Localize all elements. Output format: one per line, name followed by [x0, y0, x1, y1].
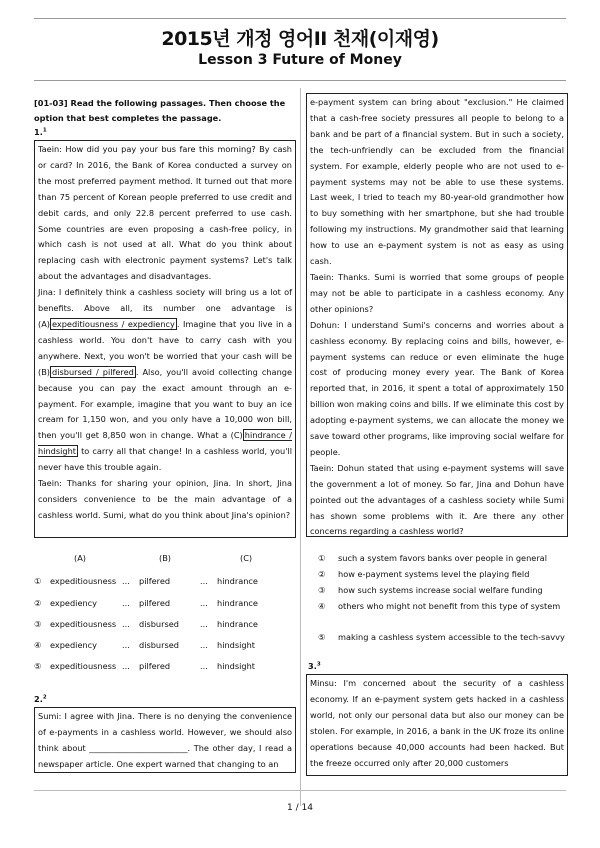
word-choice-b: disbursed / pilfered [52, 366, 134, 377]
instructions: [01-03] Read the following passages. Then choose the option that best completes the passage. [34, 98, 286, 123]
footnote-1: 1 [42, 127, 47, 134]
lesson-subtitle: Lesson 3 Future of Money [198, 52, 402, 68]
col-header-c: (C) [240, 553, 253, 563]
option-4[interactable]: ④ expediency ... disbursed ... hindsight [34, 640, 255, 650]
passage-taein-intro: Taein: How did you pay your bus fare this morning? By cash or card? In 2016, the Bank of Korea conducted a survey on the most preferred payment method. It turned out that more than 75 percent of Korean people preferred to use credit and debit cards, and only 22.8 percent preferred to use cash. Some countries are even proposing a cash-free policy, in which cash is not used at all. What do you think about replacing cash with electronic payment systems? Let's talk about the advantages and disadvantages. [38, 144, 292, 282]
page-number: 1 / 14 [287, 803, 313, 813]
option-1[interactable]: ① expeditiousness ... pilfered ... hindrance [34, 576, 258, 586]
choice-4[interactable]: ④ others who might not benefit from this type of system [318, 601, 561, 611]
choice-3[interactable]: ③ how such systems increase social welfare funding [318, 585, 543, 595]
option-3[interactable]: ③ expeditiousness ... disbursed ... hindrance [34, 619, 258, 629]
passage-taein-reply: Taein: Thanks for sharing your opinion, Jina. In short, Jina considers convenience to be the main advantage of a cashless world. Sumi, what do you think about Jina's opinion? [38, 478, 292, 520]
word-choice-a: expeditiousness / expediency [52, 318, 175, 329]
passage-jina-2: . Imagine that you live in a cashless world. You don't have to carry cash with you anywhere. Next, you won't be worried that your cash will be (B) [38, 318, 292, 377]
passage-taein-3: Taein: Dohun stated that using e-payment systems will save the government a lot of money. So far, Jina and Dohun have pointed out the advantages of a cashless society while Sumi has shown some problems with it. Are there any other concerns regarding a cashless world? [310, 462, 564, 537]
col-header-b: (B) [159, 553, 172, 563]
option-2[interactable]: ② expediency ... pilfered ... hindrance [34, 598, 258, 608]
column-divider [300, 88, 301, 806]
question-2-number: 2.$^2$ [34, 694, 47, 704]
question-3-number: 3.$^3$ [308, 661, 321, 671]
passage-jina-4: to carry all that change! In a cashless world, you'll never have this trouble again. [38, 446, 292, 473]
question-1-passage [34, 140, 296, 538]
choice-1[interactable]: ① such a system favors banks over people in general [318, 553, 547, 563]
footer-rule [34, 790, 566, 791]
top-rule [34, 18, 566, 19]
footnote-2: 2 [42, 694, 47, 701]
question-2-passage-continued [306, 93, 568, 537]
passage-jina-3: . Also, you'll avoid collecting change because you can pay the exact amount through an e-payment. For example, imagine that you want to buy an ice cream for 1,150 won, and you only have a 10,000 won bill, then you'll get 8,850 won in change. What a (C) [38, 366, 292, 441]
choice-5[interactable]: ⑤ making a cashless system accessible to the tech-savvy [318, 632, 565, 642]
question-3-passage: Minsu: I'm concerned about the security of a cashless economy. If an e-payment system gets hacked in a cashless world, not only our personal data but also our money can be stolen. For example, in 2016, a bank in the UK froze its online operations because 40,000 accounts had been hacked. But the freeze occurred only after 20,000 customers [306, 674, 568, 776]
question-1-number: 1.$^1$ [34, 127, 47, 137]
col-header-a: (A) [74, 553, 86, 563]
word-choice-c: hindrance / hindsight [38, 430, 292, 457]
footnote-3: 3 [316, 661, 321, 668]
choice-2[interactable]: ② how e-payment systems level the playing field [318, 569, 530, 579]
passage-dohun: Dohun: I understand Sumi's concerns and worries about a cashless economy. By replacing coins and bills, however, e-payment systems can reduce or even eliminate the huge cost of producing money every year. The Bank of Korea reported that, in 2016, it spent a total of approximately 150 billion won making coins and bills. If we eliminate this cost by adopting e-payment systems, we can allocate the money we save toward other programs, like improving social welfare for people. [310, 319, 564, 457]
passage-taein-2: Taein: Thanks. Sumi is worried that some groups of people may not be able to participate in a cashless economy. Any other opinions? [310, 271, 564, 314]
page-title: 2015년 개정 영어II 천재(이재영) [161, 28, 439, 50]
header-rule [34, 80, 566, 81]
question-2-passage-start: Sumi: I agree with Jina. There is no denying the convenience of e-payments in a cashless world. However, we should also think about ________________________. The other day, I read a newspaper article. One expert warned that changing to an [34, 707, 296, 773]
passage-sumi: e-payment system can bring about "exclusion." He claimed that a cash-free society pressures all people to belong to a bank and be part of a financial system. But in such a society, the tech-unfriendly can be excluded from the financial system. For example, elderly people who are not used to e-payment systems may not be able to use these systems. Last week, I tried to teach my 80-year-old grandmother how to buy something with her smartphone, but she had trouble following my instructions. My grandmother said that learning how to use an e-payment system is not as easy as using cash. [310, 97, 564, 267]
passage-jina-1: Jina: I definitely think a cashless society will bring us a lot of benefits. Above all, its number one advantage is (A) [38, 287, 292, 329]
option-5[interactable]: ⑤ expeditiousness ... pilfered ... hindsight [34, 661, 255, 671]
